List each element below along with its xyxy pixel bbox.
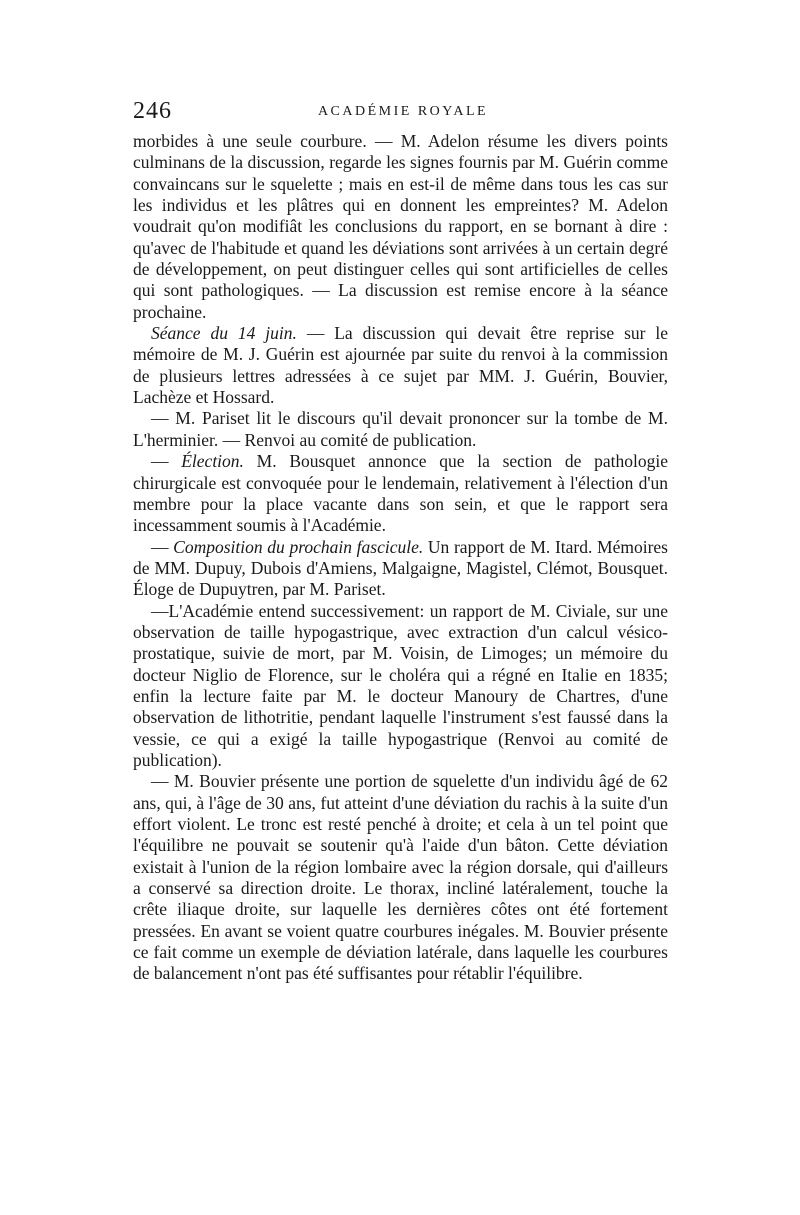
body-text [133,131,668,985]
election-heading: Élection. [181,451,244,472]
paragraph-seance-14-juin: Séance du 14 juin. — La discussion qui devait être reprise sur le mémoire de M. J. Guérin est ajournée par suite du renvoi à la commission de plusieurs lettres adressées à ce sujet par MM. J. Guérin, Bouvier, Lachèze et Hossard. [133,323,668,408]
paragraph-bouvier-squelette: — M. Bouvier présente une portion de squelette d'un individu âgé de 62 ans, qui, à l'âge de 30 ans, fut atteint d'une déviation du rachis à la suite d'un effort violent. Le tronc est resté penché à droite; et cela à un tel point que l'équilibre ne pouvait se soutenir qu'à l'aide d'un bâton. Cette déviation existait à l'union de la région lombaire avec la région dorsale, qui d'ailleurs a conservé sa direction droite. Le thorax, incliné latéralement, touche la crête iliaque droite, sur laquelle les dernières côtes ont été fortement pressées. En avant se voient quatre courbures inégales. M. Bouvier présente ce fait comme un exemple de déviation latérale, dans laquelle les courbures de balancement n'ont pas été suffisantes pour rétablir l'équilibre. [133,771,668,984]
page-number: 246 [133,98,172,124]
paragraph-composition-fascicule: — Composition du prochain fascicule. Un rapport de M. Itard. Mémoires de MM. Dupuy, Dubois d'Amiens, Malgaigne, Magistel, Clémot, Bousquet. Éloge de Dupuytren, par M. Pariset. [133,536,668,600]
page-header [133,96,673,126]
running-title: ACADÉMIE ROYALE [317,104,489,119]
paragraph-adelon-discussion: morbides à une seule courbure. — M. Adelon résume les divers points culminans de la discussion, regarde les signes fournis par M. Guérin comme convaincans sur le squelette ; mais en est-il de même dans tous les cas sur les individus et les plâtres qui en donnent les empreintes? M. Adelon voudrait qu'on modifiât les conclusions du rapport, en se bornant à dire : qu'avec de l'habitude et quand les déviations sont arrivées à un certain degré de développement, on peut distinguer celles qui sont artificielles de celles qui sont pathologiques. — La discussion est remise encore à la séance prochaine. [133,131,668,322]
paragraph-academie-lectures: —L'Académie entend successivement: un rapport de M. Civiale, sur une observation de taille hypogastrique, avec extraction d'un calcul vésico-prostatique, suivie de mort, par M. Voisin, de Limoges; un mémoire du docteur Niglio de Florence, sur le choléra qui a régné en Italie en 1835; enfin la lecture faite par M. le docteur Manoury de Chartres, d'une observation de lithotritie, pendant laquelle l'instrument s'est faussé dans la vessie, ce qui a exigé la taille hypogastrique (Renvoi au comité de publication). [133,600,668,770]
paragraph-pariset-discours: — M. Pariset lit le discours qu'il devait prononcer sur la tombe de M. L'herminier. — Renvoi au comité de publication. [133,408,668,450]
paragraph-election: — Élection. M. Bousquet annonce que la section de pathologie chirurgicale est convoquée pour le lendemain, relativement à l'élection d'un membre pour la place vacante dans son sein, et que le rapport sera incessamment soumis à l'Académie. [133,451,668,536]
session-date-heading: Séance du 14 juin. [151,323,297,344]
fascicule-heading: Composition du prochain fascicule. [173,536,424,557]
